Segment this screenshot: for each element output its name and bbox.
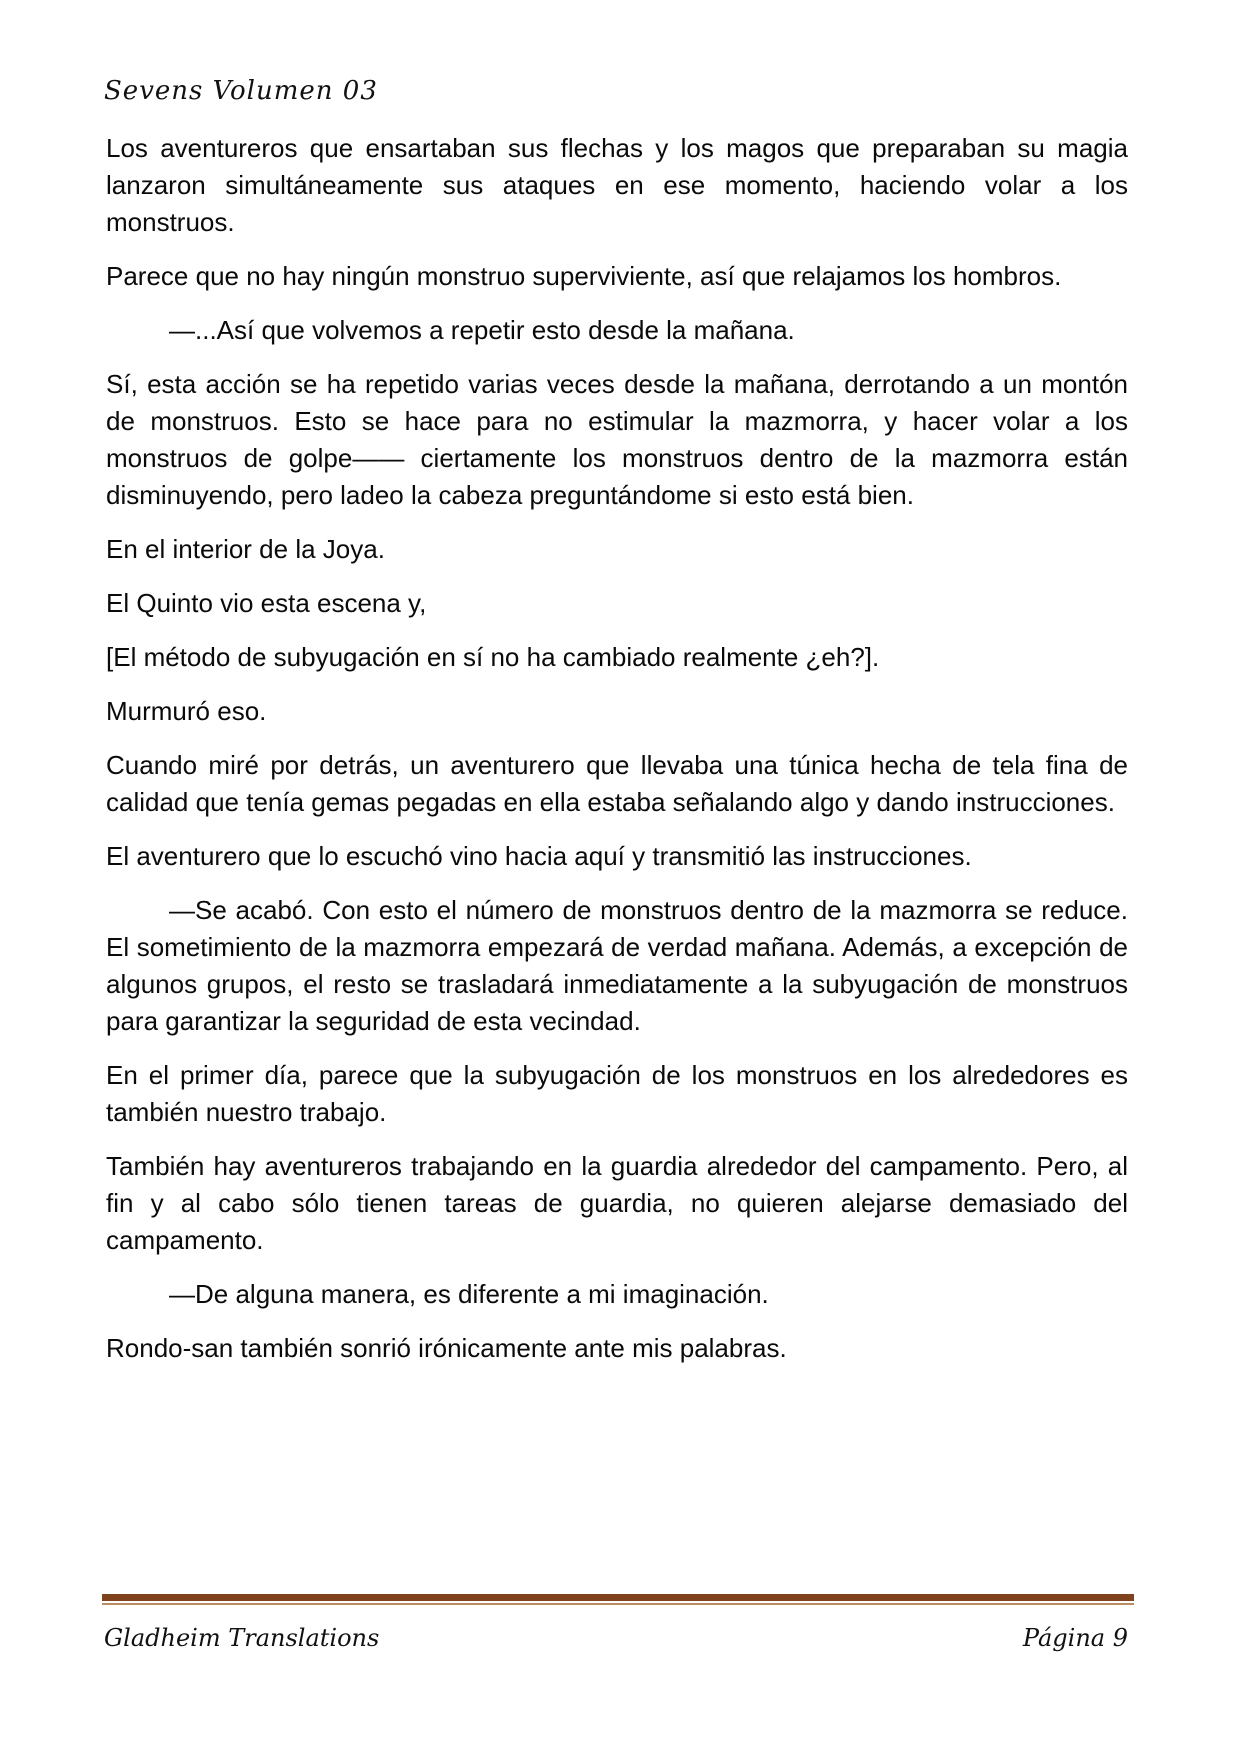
paragraph-7: [El método de subyugación en sí no ha cambiado realmente ¿eh?]. xyxy=(106,642,880,672)
paragraph-2: Parece que no hay ningún monstruo superviviente, así que relajamos los hombros. xyxy=(106,261,1062,291)
paragraph-12: En el primer día, parece que la subyugación de los monstruos en los alrededores es también nuestro trabajo. xyxy=(106,1060,1128,1127)
paragraph-9: Cuando miré por detrás, un aventurero que llevaba una túnica hecha de tela fina de calidad que tenía gemas pegadas en ella estaba señalando algo y dando instrucciones. xyxy=(106,750,1128,817)
paragraph-4: Sí, esta acción se ha repetido varias veces desde la mañana, derrotando a un montón de monstruos. Esto se hace para no estimular la mazmorra, y hacer volar a los monstruos de golpe—— ciertamente los monstruos dentro de la mazmorra están disminuyendo, pero ladeo la cabeza preguntándome si esto está bien. xyxy=(106,369,1128,510)
paragraph-15: Rondo-san también sonrió irónicamente ante mis palabras. xyxy=(106,1333,787,1363)
page-header-title: Sevens Volumen 03 xyxy=(104,76,378,106)
document-body xyxy=(106,130,1128,1384)
paragraph-8: Murmuró eso. xyxy=(106,696,267,726)
paragraph-11-dialogue: —Se acabó. Con esto el número de monstruos dentro de la mazmorra se reduce. El sometimiento de la mazmorra empezará de verdad mañana. Además, a excepción de algunos grupos, el resto se trasladará inmediatamente a la subyugación de monstruos para garantizar la seguridad de esta vecindad. xyxy=(106,895,1128,1036)
footer-site-name: Gladheim Translations xyxy=(104,1624,380,1652)
footer-rule-thick-bar xyxy=(102,1594,1134,1601)
paragraph-13: También hay aventureros trabajando en la guardia alrededor del campamento. Pero, al fin y al cabo sólo tienen tareas de guardia, no quieren alejarse demasiado del campamento. xyxy=(106,1151,1128,1255)
paragraph-14-dialogue: —De alguna manera, es diferente a mi imaginación. xyxy=(169,1279,769,1309)
paragraph-10: El aventurero que lo escuchó vino hacia aquí y transmitió las instrucciones. xyxy=(106,841,972,871)
paragraph-3-dialogue: —...Así que volvemos a repetir esto desde la mañana. xyxy=(169,315,795,345)
page-footer xyxy=(104,1624,1128,1652)
paragraph-1: Los aventureros que ensartaban sus flechas y los magos que preparaban su magia lanzaron simultáneamente sus ataques en ese momento, haciendo volar a los monstruos. xyxy=(106,133,1128,237)
footer-rule-thin-bar xyxy=(102,1603,1134,1605)
footer-divider-rule xyxy=(102,1594,1134,1605)
paragraph-6: El Quinto vio esta escena y, xyxy=(106,588,427,618)
footer-page-number: Página 9 xyxy=(1022,1624,1128,1652)
paragraph-5: En el interior de la Joya. xyxy=(106,534,385,564)
